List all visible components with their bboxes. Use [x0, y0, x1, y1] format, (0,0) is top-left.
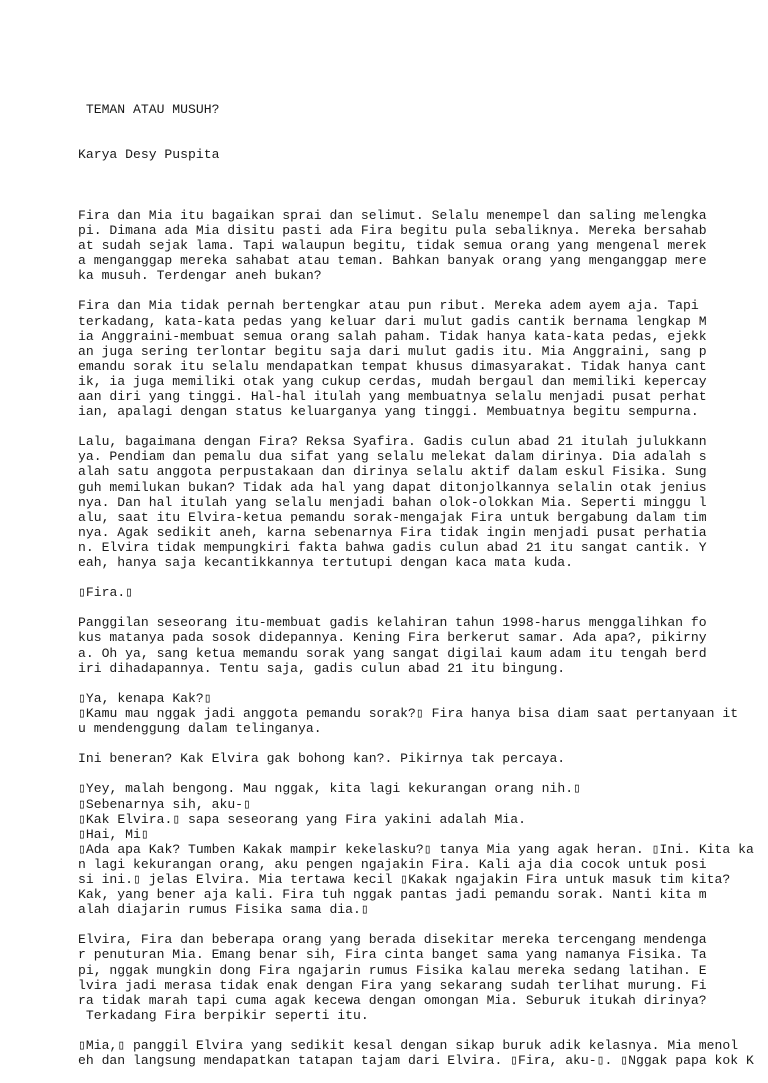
text-line: ▯Ada apa Kak? Tumben Kakak mampir kekelasku?▯ tanya Mia yang agak heran. ▯Ini. Kita ka	[78, 841, 754, 857]
document-body	[78, 193, 754, 1069]
text-line: lvira jadi merasa tidak enak dengan Fira yang sekarang sudah terlihat murung. Fi	[78, 977, 707, 993]
paragraph-gap	[78, 917, 748, 932]
paragraph	[78, 781, 754, 918]
text-line: ik, ia juga memiliki otak yang cukup cerdas, mudah bergaul dan memiliki kepercay	[78, 373, 707, 389]
paragraph	[78, 751, 748, 766]
text-line: terkadang, kata-kata pedas yang keluar dari mulut gadis cantik bernama lengkap M	[78, 313, 707, 329]
text-line: kus matanya pada sosok didepannya. Kening Fira berkerut samar. Ada apa?, pikirny	[78, 630, 707, 646]
text-line: ▯Kak Elvira.▯ sapa seseorang yang Fira yakini adalah Mia.	[78, 811, 526, 827]
text-line: ▯Mia,▯ panggil Elvira yang sedikit kesal dengan sikap buruk adik kelasnya. Mia menol	[78, 1038, 739, 1053]
paragraph	[78, 208, 748, 283]
text-line: Terkadang Fira berpikir seperti itu.	[78, 1007, 369, 1023]
text-line: ▯Hai, Mi▯	[78, 826, 149, 842]
paragraph	[78, 298, 748, 419]
document-page	[78, 72, 754, 1083]
document-author: Karya Desy Puspita	[78, 147, 220, 163]
text-line: Fira dan Mia tidak pernah bertengkar atau pun ribut. Mereka adem ayem aja. Tapi	[78, 298, 699, 314]
text-line: ian, apalagi dengan status keluarganya yang tinggi. Membuatnya begitu sempurna.	[78, 404, 699, 420]
text-line: ya. Pendiam dan pemalu dua sifat yang selalu melekat dalam dirinya. Dia adalah s	[78, 449, 707, 465]
paragraph-gap	[78, 736, 748, 751]
text-line: guh memilukan bukan? Tidak ada hal yang dapat ditonjolkannya selalin otak jenius	[78, 479, 707, 495]
text-line: si ini.▯ jelas Elvira. Mia tertawa kecil ▯Kakak ngajakin Fira untuk masuk tim kita?	[78, 871, 731, 887]
text-line: ka musuh. Terdengar aneh bukan?	[78, 268, 322, 284]
paragraph	[78, 691, 748, 736]
text-line: pi, nggak mungkin dong Fira ngajarin rumus Fisika kalau mereka sedang latihan. E	[78, 962, 707, 978]
text-line: ra tidak marah tapi cuma agak kecewa dengan omongan Mia. Seburuk itukah dirinya?	[78, 992, 707, 1008]
text-line: iri dihadapannya. Tentu saja, gadis culun abad 21 itu bingung.	[78, 660, 566, 676]
text-line: emandu sorak itu selalu mendapatkan tempat khusus dimasyarakat. Tidak hanya cant	[78, 358, 707, 374]
paragraph-gap	[78, 1023, 748, 1038]
text-line: ▯Fira.▯	[78, 585, 134, 601]
text-line: eah, hanya saja kecantikkannya tertutupi dengan kaca mata kuda.	[78, 555, 574, 570]
paragraph	[78, 932, 748, 1023]
text-line: ▯Kamu mau nggak jadi anggota pemandu sorak?▯ Fira hanya bisa diam saat pertanyaan it	[78, 705, 739, 721]
text-line: ia Anggraini-membuat semua orang salah paham. Tidak hanya kata-kata pedas, ejekk	[78, 328, 707, 344]
paragraph	[78, 1038, 754, 1069]
paragraph	[78, 615, 748, 675]
text-line: alah satu anggota perpustakaan dan dirinya selalu aktif dalam eskul Fisika. Sung	[78, 464, 707, 480]
paragraph-gap	[78, 570, 748, 585]
text-line: nya. Agak sedikit aneh, karna sebenarnya Fira tidak ingin menjadi pusat perhatia	[78, 524, 707, 540]
text-line: Kak, yang bener aja kali. Fira tuh nggak pantas jadi pemandu sorak. Nanti kita m	[78, 887, 707, 903]
text-line: nya. Dan hal itulah yang selalu menjadi bahan olok-olokkan Mia. Seperti minggu l	[78, 494, 707, 510]
text-line: Fira dan Mia itu bagaikan sprai dan selimut. Selalu menempel dan saling melengka	[78, 207, 707, 223]
paragraph-gap	[78, 676, 748, 691]
text-line: ▯Yey, malah bengong. Mau nggak, kita lagi kekurangan orang nih.▯	[78, 781, 581, 797]
text-line: Lalu, bagaimana dengan Fira? Reksa Syafira. Gadis culun abad 21 itulah julukkann	[78, 434, 707, 450]
text-line: pi. Dimana ada Mia disitu pasti ada Fira begitu pula sebaliknya. Mereka bersahab	[78, 222, 707, 238]
paragraph	[78, 434, 748, 570]
paragraph-gap	[78, 766, 748, 781]
text-line: u mendenggung dalam telinganya.	[78, 721, 322, 737]
paragraph-gap	[78, 600, 748, 615]
text-line: Panggilan seseorang itu-membuat gadis kelahiran tahun 1998-harus menggalihkan fo	[78, 615, 707, 631]
text-line: a. Oh ya, sang ketua memandu sorak yang sangat digilai kaum adam itu tengah berd	[78, 645, 707, 661]
text-line: ▯Ya, kenapa Kak?▯	[78, 690, 212, 706]
text-line: Elvira, Fira dan beberapa orang yang berada disekitar mereka tercengang mendenga	[78, 932, 707, 948]
paragraph-gap	[78, 283, 748, 298]
paragraph	[78, 585, 748, 600]
text-line: aan diri yang tinggi. Hal-hal itulah yang membuatnya selalu menjadi pusat perhat	[78, 388, 707, 404]
text-line: alu, saat itu Elvira-ketua pemandu sorak-mengajak Fira untuk bergabung dalam tim	[78, 509, 707, 525]
text-line: at sudah sejak lama. Tapi walaupun begitu, tidak semua orang yang mengenal merek	[78, 238, 707, 254]
text-line: a menganggap mereka sahabat atau teman. Bahkan banyak orang yang menganggap mere	[78, 253, 707, 269]
paragraph-gap	[78, 193, 748, 208]
text-line: eh dan langsung mendapatkan tatapan tajam dari Elvira. ▯Fira, aku-▯. ▯Nggak papa kok K	[78, 1053, 754, 1069]
text-line: n. Elvira tidak mempungkiri fakta bahwa gadis culun abad 21 itu sangat cantik. Y	[78, 539, 707, 555]
text-line: ▯Sebenarnya sih, aku-▯	[78, 796, 251, 812]
text-line: r penuturan Mia. Emang benar sih, Fira cinta banget sama yang namanya Fisika. Ta	[78, 947, 707, 963]
text-line: alah diajarin rumus Fisika sama dia.▯	[78, 902, 369, 918]
paragraph-gap	[78, 419, 748, 434]
text-line: n lagi kekurangan orang, aku pengen ngajakin Fira. Kali aja dia cocok untuk posi	[78, 856, 707, 872]
document-title: TEMAN ATAU MUSUH?	[78, 102, 220, 118]
text-line: an juga sering terlontar begitu saja dari mulut gadis itu. Mia Anggraini, sang p	[78, 343, 707, 359]
text-line: Ini beneran? Kak Elvira gak bohong kan?. Pikirnya tak percaya.	[78, 751, 566, 767]
